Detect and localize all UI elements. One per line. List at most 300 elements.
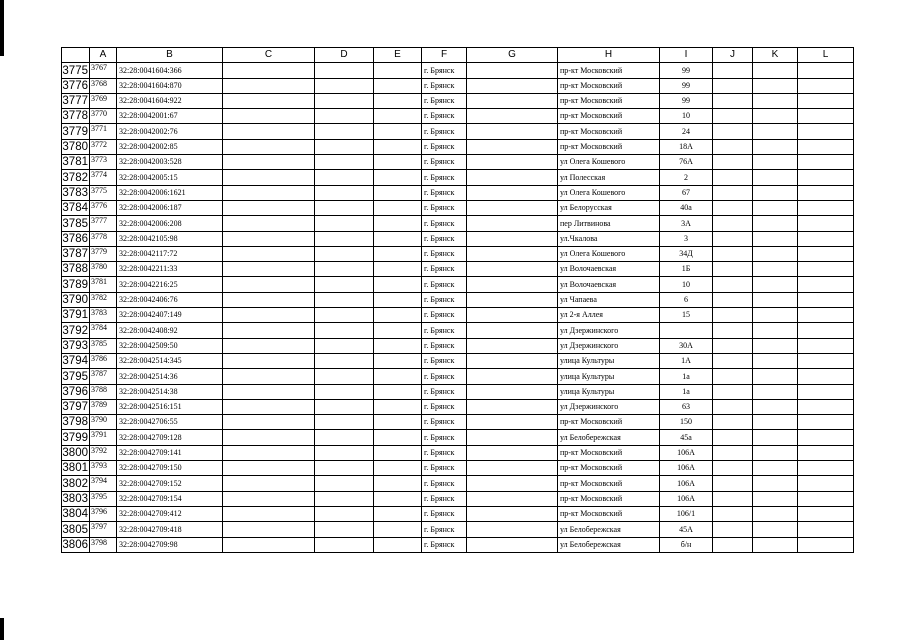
- cell-b[interactable]: 32:28:0042408:92: [117, 323, 223, 338]
- cell-i[interactable]: 1а: [660, 369, 713, 384]
- cell-l[interactable]: [798, 262, 854, 277]
- cell-k[interactable]: [753, 476, 798, 491]
- cell-d[interactable]: [315, 246, 374, 261]
- cell-d[interactable]: [315, 185, 374, 200]
- cell-l[interactable]: [798, 491, 854, 506]
- cell-l[interactable]: [798, 415, 854, 430]
- cell-h[interactable]: ул.Чкалова: [558, 231, 660, 246]
- cell-j[interactable]: [713, 170, 753, 185]
- cell-e[interactable]: [374, 139, 422, 154]
- cell-g[interactable]: [467, 124, 558, 139]
- cell-g[interactable]: [467, 78, 558, 93]
- cell-l[interactable]: [798, 399, 854, 414]
- cell-a[interactable]: 3779: [90, 246, 117, 261]
- cell-g[interactable]: [467, 506, 558, 521]
- cell-h[interactable]: ул Чапаева: [558, 292, 660, 307]
- cell-c[interactable]: [223, 78, 315, 93]
- cell-g[interactable]: [467, 155, 558, 170]
- cell-k[interactable]: [753, 63, 798, 78]
- cell-e[interactable]: [374, 537, 422, 552]
- column-header-i[interactable]: I: [660, 48, 713, 63]
- cell-g[interactable]: [467, 522, 558, 537]
- cell-b[interactable]: 32:28:0042002:85: [117, 139, 223, 154]
- cell-c[interactable]: [223, 262, 315, 277]
- cell-f[interactable]: г. Брянск: [422, 231, 467, 246]
- cell-l[interactable]: [798, 200, 854, 215]
- cell-e[interactable]: [374, 384, 422, 399]
- cell-g[interactable]: [467, 93, 558, 108]
- cell-g[interactable]: [467, 430, 558, 445]
- cell-g[interactable]: [467, 170, 558, 185]
- cell-a[interactable]: 3772: [90, 139, 117, 154]
- cell-l[interactable]: [798, 369, 854, 384]
- cell-h[interactable]: пр-кт Московский: [558, 109, 660, 124]
- cell-d[interactable]: [315, 231, 374, 246]
- row-number-cell[interactable]: 3777: [62, 95, 88, 108]
- cell-c[interactable]: [223, 323, 315, 338]
- cell-j[interactable]: [713, 109, 753, 124]
- row-number-cell[interactable]: 3800: [62, 447, 88, 460]
- cell-k[interactable]: [753, 338, 798, 353]
- cell-c[interactable]: [223, 399, 315, 414]
- cell-k[interactable]: [753, 461, 798, 476]
- cell-h[interactable]: ул Олега Кошевого: [558, 155, 660, 170]
- cell-b[interactable]: 32:28:0042216:25: [117, 277, 223, 292]
- cell-l[interactable]: [798, 308, 854, 323]
- cell-g[interactable]: [467, 262, 558, 277]
- cell-l[interactable]: [798, 155, 854, 170]
- cell-b[interactable]: 32:28:0042006:1621: [117, 185, 223, 200]
- cell-i[interactable]: 1Б: [660, 262, 713, 277]
- cell-h[interactable]: пр-кт Московский: [558, 415, 660, 430]
- cell-i[interactable]: 150: [660, 415, 713, 430]
- cell-k[interactable]: [753, 109, 798, 124]
- cell-l[interactable]: [798, 353, 854, 368]
- row-number-cell[interactable]: 3778: [62, 110, 88, 123]
- cell-d[interactable]: [315, 109, 374, 124]
- cell-b[interactable]: 32:28:0042006:208: [117, 216, 223, 231]
- cell-l[interactable]: [798, 338, 854, 353]
- cell-g[interactable]: [467, 231, 558, 246]
- cell-d[interactable]: [315, 415, 374, 430]
- row-number-cell[interactable]: 3797: [62, 401, 88, 414]
- cell-d[interactable]: [315, 63, 374, 78]
- cell-k[interactable]: [753, 246, 798, 261]
- cell-i[interactable]: 6: [660, 292, 713, 307]
- cell-c[interactable]: [223, 246, 315, 261]
- cell-g[interactable]: [467, 415, 558, 430]
- column-header-g[interactable]: G: [467, 48, 558, 63]
- cell-e[interactable]: [374, 78, 422, 93]
- column-header-b[interactable]: B: [117, 48, 223, 63]
- cell-a[interactable]: 3780: [90, 262, 117, 277]
- cell-j[interactable]: [713, 124, 753, 139]
- cell-f[interactable]: г. Брянск: [422, 430, 467, 445]
- cell-i[interactable]: 34Д: [660, 246, 713, 261]
- cell-i[interactable]: 2: [660, 170, 713, 185]
- cell-b[interactable]: 32:28:0042002:76: [117, 124, 223, 139]
- cell-c[interactable]: [223, 522, 315, 537]
- cell-c[interactable]: [223, 461, 315, 476]
- cell-h[interactable]: пр-кт Московский: [558, 93, 660, 108]
- cell-l[interactable]: [798, 522, 854, 537]
- cell-f[interactable]: г. Брянск: [422, 369, 467, 384]
- cell-j[interactable]: [713, 185, 753, 200]
- cell-i[interactable]: 10: [660, 109, 713, 124]
- cell-j[interactable]: [713, 506, 753, 521]
- cell-g[interactable]: [467, 277, 558, 292]
- cell-e[interactable]: [374, 155, 422, 170]
- cell-e[interactable]: [374, 338, 422, 353]
- cell-h[interactable]: ул Белобережская: [558, 522, 660, 537]
- cell-a[interactable]: 3789: [90, 399, 117, 414]
- cell-h[interactable]: ул Белорусская: [558, 200, 660, 215]
- cell-l[interactable]: [798, 109, 854, 124]
- cell-b[interactable]: 32:28:0042516:151: [117, 399, 223, 414]
- cell-d[interactable]: [315, 506, 374, 521]
- row-number-cell[interactable]: 3787: [62, 248, 88, 261]
- cell-d[interactable]: [315, 537, 374, 552]
- cell-h[interactable]: ул Волочаевская: [558, 262, 660, 277]
- cell-c[interactable]: [223, 93, 315, 108]
- cell-a[interactable]: 3788: [90, 384, 117, 399]
- cell-j[interactable]: [713, 155, 753, 170]
- cell-b[interactable]: 32:28:0042105:98: [117, 231, 223, 246]
- cell-g[interactable]: [467, 369, 558, 384]
- cell-f[interactable]: г. Брянск: [422, 185, 467, 200]
- cell-j[interactable]: [713, 491, 753, 506]
- cell-l[interactable]: [798, 139, 854, 154]
- row-number-cell[interactable]: 3782: [62, 171, 88, 184]
- cell-g[interactable]: [467, 63, 558, 78]
- cell-g[interactable]: [467, 399, 558, 414]
- cell-d[interactable]: [315, 155, 374, 170]
- cell-k[interactable]: [753, 491, 798, 506]
- column-header-corner[interactable]: [62, 48, 90, 63]
- row-number-cell[interactable]: 3784: [62, 202, 88, 215]
- cell-i[interactable]: 106А: [660, 445, 713, 460]
- cell-i[interactable]: 30А: [660, 338, 713, 353]
- cell-c[interactable]: [223, 537, 315, 552]
- cell-d[interactable]: [315, 93, 374, 108]
- cell-k[interactable]: [753, 445, 798, 460]
- column-header-c[interactable]: C: [223, 48, 315, 63]
- cell-g[interactable]: [467, 537, 558, 552]
- cell-h[interactable]: ул 2-я Аллея: [558, 308, 660, 323]
- cell-l[interactable]: [798, 461, 854, 476]
- row-number-cell[interactable]: 3801: [62, 462, 88, 475]
- cell-b[interactable]: 32:28:0042709:141: [117, 445, 223, 460]
- cell-k[interactable]: [753, 262, 798, 277]
- cell-j[interactable]: [713, 399, 753, 414]
- cell-b[interactable]: 32:28:0041604:366: [117, 63, 223, 78]
- cell-d[interactable]: [315, 369, 374, 384]
- row-number-cell[interactable]: 3798: [62, 416, 88, 429]
- cell-i[interactable]: 45а: [660, 430, 713, 445]
- cell-f[interactable]: г. Брянск: [422, 246, 467, 261]
- cell-g[interactable]: [467, 338, 558, 353]
- cell-j[interactable]: [713, 200, 753, 215]
- cell-a[interactable]: 3782: [90, 292, 117, 307]
- cell-k[interactable]: [753, 308, 798, 323]
- cell-i[interactable]: 45А: [660, 522, 713, 537]
- cell-b[interactable]: 32:28:0042407:149: [117, 308, 223, 323]
- cell-e[interactable]: [374, 415, 422, 430]
- cell-f[interactable]: г. Брянск: [422, 170, 467, 185]
- cell-f[interactable]: г. Брянск: [422, 461, 467, 476]
- cell-b[interactable]: 32:28:0042514:38: [117, 384, 223, 399]
- cell-h[interactable]: ул Дзержинского: [558, 338, 660, 353]
- cell-k[interactable]: [753, 170, 798, 185]
- cell-l[interactable]: [798, 78, 854, 93]
- cell-a[interactable]: 3796: [90, 506, 117, 521]
- cell-f[interactable]: г. Брянск: [422, 308, 467, 323]
- cell-e[interactable]: [374, 461, 422, 476]
- cell-g[interactable]: [467, 109, 558, 124]
- cell-a[interactable]: 3793: [90, 461, 117, 476]
- cell-h[interactable]: пр-кт Московский: [558, 476, 660, 491]
- row-number-cell[interactable]: 3792: [62, 324, 88, 337]
- cell-k[interactable]: [753, 93, 798, 108]
- cell-b[interactable]: 32:28:0042211:33: [117, 262, 223, 277]
- cell-i[interactable]: 99: [660, 93, 713, 108]
- cell-e[interactable]: [374, 200, 422, 215]
- cell-d[interactable]: [315, 384, 374, 399]
- cell-k[interactable]: [753, 430, 798, 445]
- cell-l[interactable]: [798, 506, 854, 521]
- cell-h[interactable]: ул Олега Кошевого: [558, 246, 660, 261]
- cell-d[interactable]: [315, 124, 374, 139]
- cell-i[interactable]: 99: [660, 78, 713, 93]
- row-number-cell[interactable]: 3791: [62, 309, 88, 322]
- cell-f[interactable]: г. Брянск: [422, 277, 467, 292]
- cell-l[interactable]: [798, 93, 854, 108]
- cell-c[interactable]: [223, 292, 315, 307]
- cell-a[interactable]: 3781: [90, 277, 117, 292]
- cell-l[interactable]: [798, 246, 854, 261]
- cell-b[interactable]: 32:28:0042709:152: [117, 476, 223, 491]
- cell-j[interactable]: [713, 139, 753, 154]
- cell-j[interactable]: [713, 353, 753, 368]
- cell-f[interactable]: г. Брянск: [422, 93, 467, 108]
- cell-j[interactable]: [713, 461, 753, 476]
- cell-f[interactable]: г. Брянск: [422, 155, 467, 170]
- cell-a[interactable]: 3784: [90, 323, 117, 338]
- cell-b[interactable]: 32:28:0042117:72: [117, 246, 223, 261]
- cell-e[interactable]: [374, 246, 422, 261]
- cell-a[interactable]: 3769: [90, 93, 117, 108]
- cell-i[interactable]: 15: [660, 308, 713, 323]
- cell-c[interactable]: [223, 415, 315, 430]
- cell-c[interactable]: [223, 170, 315, 185]
- cell-j[interactable]: [713, 323, 753, 338]
- row-number-cell[interactable]: 3779: [62, 125, 88, 138]
- cell-b[interactable]: 32:28:0042514:345: [117, 353, 223, 368]
- row-number-cell[interactable]: 3799: [62, 431, 88, 444]
- column-header-e[interactable]: E: [374, 48, 422, 63]
- row-number-cell[interactable]: 3795: [62, 370, 88, 383]
- cell-k[interactable]: [753, 155, 798, 170]
- cell-k[interactable]: [753, 399, 798, 414]
- cell-i[interactable]: 1а: [660, 384, 713, 399]
- cell-a[interactable]: 3783: [90, 308, 117, 323]
- cell-h[interactable]: ул Волочаевская: [558, 277, 660, 292]
- cell-a[interactable]: 3790: [90, 415, 117, 430]
- cell-a[interactable]: 3787: [90, 369, 117, 384]
- cell-d[interactable]: [315, 292, 374, 307]
- cell-b[interactable]: 32:28:0042709:412: [117, 506, 223, 521]
- cell-j[interactable]: [713, 78, 753, 93]
- cell-g[interactable]: [467, 323, 558, 338]
- cell-f[interactable]: г. Брянск: [422, 476, 467, 491]
- cell-k[interactable]: [753, 353, 798, 368]
- cell-e[interactable]: [374, 262, 422, 277]
- cell-i[interactable]: 106А: [660, 491, 713, 506]
- cell-e[interactable]: [374, 277, 422, 292]
- cell-f[interactable]: г. Брянск: [422, 139, 467, 154]
- cell-j[interactable]: [713, 246, 753, 261]
- cell-k[interactable]: [753, 369, 798, 384]
- cell-h[interactable]: пр-кт Московский: [558, 78, 660, 93]
- cell-b[interactable]: 32:28:0042514:36: [117, 369, 223, 384]
- cell-f[interactable]: г. Брянск: [422, 63, 467, 78]
- cell-a[interactable]: 3794: [90, 476, 117, 491]
- cell-j[interactable]: [713, 262, 753, 277]
- cell-a[interactable]: 3770: [90, 109, 117, 124]
- cell-g[interactable]: [467, 476, 558, 491]
- cell-b[interactable]: 32:28:0042709:98: [117, 537, 223, 552]
- cell-g[interactable]: [467, 246, 558, 261]
- cell-a[interactable]: 3774: [90, 170, 117, 185]
- cell-b[interactable]: 32:28:0042709:154: [117, 491, 223, 506]
- cell-e[interactable]: [374, 399, 422, 414]
- cell-k[interactable]: [753, 277, 798, 292]
- cell-e[interactable]: [374, 522, 422, 537]
- cell-d[interactable]: [315, 461, 374, 476]
- cell-d[interactable]: [315, 277, 374, 292]
- cell-i[interactable]: 3: [660, 231, 713, 246]
- cell-d[interactable]: [315, 139, 374, 154]
- cell-l[interactable]: [798, 445, 854, 460]
- cell-j[interactable]: [713, 415, 753, 430]
- cell-h[interactable]: улица Культуры: [558, 369, 660, 384]
- cell-k[interactable]: [753, 323, 798, 338]
- row-number-cell[interactable]: 3790: [62, 294, 88, 307]
- cell-i[interactable]: 24: [660, 124, 713, 139]
- cell-h[interactable]: улица Культуры: [558, 384, 660, 399]
- row-number-cell[interactable]: 3796: [62, 385, 88, 398]
- cell-f[interactable]: г. Брянск: [422, 506, 467, 521]
- cell-a[interactable]: 3773: [90, 155, 117, 170]
- cell-l[interactable]: [798, 216, 854, 231]
- cell-g[interactable]: [467, 292, 558, 307]
- cell-c[interactable]: [223, 384, 315, 399]
- cell-h[interactable]: ул Дзержинского: [558, 399, 660, 414]
- cell-b[interactable]: 32:28:0042003:528: [117, 155, 223, 170]
- cell-c[interactable]: [223, 124, 315, 139]
- cell-j[interactable]: [713, 93, 753, 108]
- cell-e[interactable]: [374, 445, 422, 460]
- cell-c[interactable]: [223, 491, 315, 506]
- cell-b[interactable]: 32:28:0041604:922: [117, 93, 223, 108]
- cell-b[interactable]: 32:28:0042509:50: [117, 338, 223, 353]
- cell-e[interactable]: [374, 308, 422, 323]
- cell-d[interactable]: [315, 216, 374, 231]
- cell-f[interactable]: г. Брянск: [422, 200, 467, 215]
- cell-f[interactable]: г. Брянск: [422, 124, 467, 139]
- row-number-cell[interactable]: 3794: [62, 355, 88, 368]
- cell-b[interactable]: 32:28:0042709:150: [117, 461, 223, 476]
- cell-f[interactable]: г. Брянск: [422, 323, 467, 338]
- cell-l[interactable]: [798, 277, 854, 292]
- cell-f[interactable]: г. Брянск: [422, 537, 467, 552]
- row-number-cell[interactable]: 3806: [62, 538, 88, 551]
- cell-h[interactable]: пр-кт Московский: [558, 124, 660, 139]
- cell-k[interactable]: [753, 415, 798, 430]
- cell-e[interactable]: [374, 353, 422, 368]
- cell-j[interactable]: [713, 522, 753, 537]
- cell-b[interactable]: 32:28:0042005:15: [117, 170, 223, 185]
- cell-d[interactable]: [315, 338, 374, 353]
- cell-l[interactable]: [798, 537, 854, 552]
- cell-d[interactable]: [315, 200, 374, 215]
- cell-i[interactable]: 106/1: [660, 506, 713, 521]
- cell-j[interactable]: [713, 231, 753, 246]
- cell-e[interactable]: [374, 292, 422, 307]
- row-number-cell[interactable]: 3805: [62, 523, 88, 536]
- row-number-cell[interactable]: 3786: [62, 232, 88, 245]
- cell-i[interactable]: 99: [660, 63, 713, 78]
- cell-l[interactable]: [798, 430, 854, 445]
- cell-l[interactable]: [798, 231, 854, 246]
- cell-c[interactable]: [223, 338, 315, 353]
- cell-l[interactable]: [798, 292, 854, 307]
- cell-g[interactable]: [467, 461, 558, 476]
- cell-d[interactable]: [315, 399, 374, 414]
- cell-i[interactable]: 1А: [660, 353, 713, 368]
- cell-f[interactable]: г. Брянск: [422, 384, 467, 399]
- cell-f[interactable]: г. Брянск: [422, 109, 467, 124]
- cell-l[interactable]: [798, 185, 854, 200]
- cell-j[interactable]: [713, 216, 753, 231]
- cell-e[interactable]: [374, 491, 422, 506]
- cell-k[interactable]: [753, 292, 798, 307]
- cell-d[interactable]: [315, 308, 374, 323]
- cell-e[interactable]: [374, 323, 422, 338]
- cell-e[interactable]: [374, 185, 422, 200]
- cell-l[interactable]: [798, 384, 854, 399]
- cell-e[interactable]: [374, 93, 422, 108]
- cell-i[interactable]: [660, 323, 713, 338]
- cell-d[interactable]: [315, 476, 374, 491]
- column-header-k[interactable]: K: [753, 48, 798, 63]
- cell-f[interactable]: г. Брянск: [422, 491, 467, 506]
- cell-k[interactable]: [753, 231, 798, 246]
- cell-e[interactable]: [374, 231, 422, 246]
- cell-h[interactable]: ул Дзержинского: [558, 323, 660, 338]
- cell-c[interactable]: [223, 308, 315, 323]
- cell-c[interactable]: [223, 63, 315, 78]
- cell-f[interactable]: г. Брянск: [422, 78, 467, 93]
- cell-c[interactable]: [223, 109, 315, 124]
- cell-a[interactable]: 3776: [90, 200, 117, 215]
- cell-c[interactable]: [223, 200, 315, 215]
- cell-i[interactable]: 106А: [660, 476, 713, 491]
- cell-j[interactable]: [713, 537, 753, 552]
- cell-c[interactable]: [223, 231, 315, 246]
- cell-j[interactable]: [713, 384, 753, 399]
- cell-b[interactable]: 32:28:0042709:128: [117, 430, 223, 445]
